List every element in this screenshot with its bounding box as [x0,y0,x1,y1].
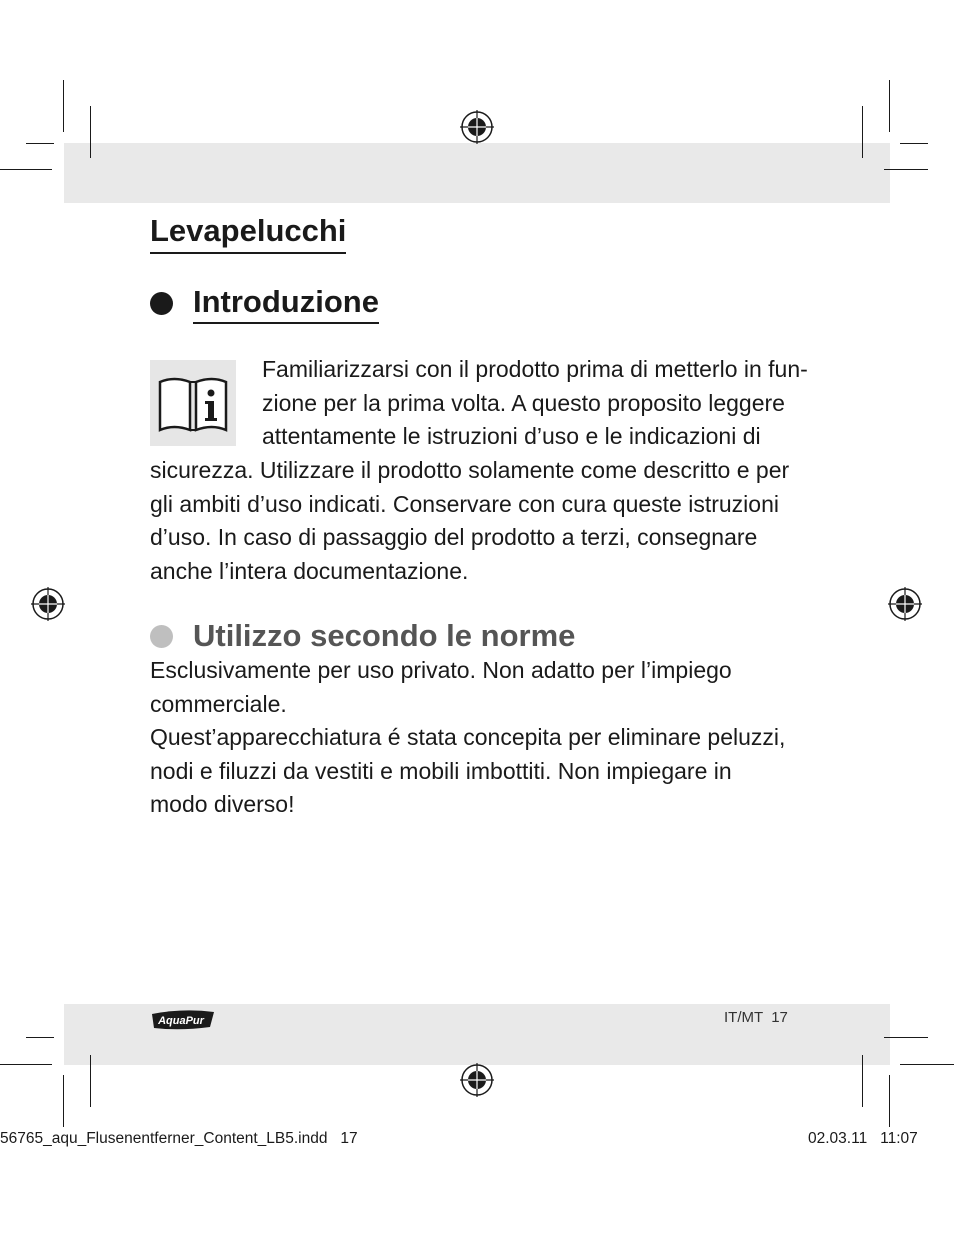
text-line: Quest’apparecchiatura é stata concepita per eliminare peluzzi, [150,724,786,750]
intro-paragraph-full [150,454,830,588]
page-number: IT/MT 17 [724,1009,788,1026]
text-line: commerciale. [150,690,287,717]
registration-mark-icon [31,587,65,621]
text-line: attentamente le istruzioni d’uso e le indicazioni di [262,423,761,449]
page-title: Levapelucchi [150,212,346,254]
section-heading-introduzione [150,283,379,324]
text-line: Esclusivamente per uso privato. Non adatto per l’impiego [150,657,732,683]
slug-datetime: 02.03.11 11:07 [808,1130,918,1147]
bullet-icon [150,625,173,648]
text-line: sicurezza. Utilizzare il prodotto solamente come descritto e per [150,457,790,483]
slug-filename: 56765_aqu_Flusenentferner_Content_LB5.indd 17 [0,1130,358,1147]
text-line: d’uso. In caso di passaggio del prodotto a terzi, consegnare [150,524,758,550]
text-line: zione per la prima volta. A questo proposito leggere [262,389,785,416]
text-line: gli ambiti d’uso indicati. Conservare con cura queste istruzioni [150,490,779,517]
bullet-icon [150,292,173,315]
section-heading-utilizzo [150,617,575,656]
manual-info-icon [150,360,236,446]
section-heading-text: Utilizzo secondo le norme [193,618,576,653]
text-line: Familiarizzarsi con il prodotto prima di metterlo in fun- [262,356,808,382]
text-line: anche l’intera documentazione. [150,557,469,584]
aquapur-logo [150,1008,216,1037]
section-heading-text: Introduzione [193,283,379,324]
text-line: modo diverso! [150,791,295,817]
registration-mark-icon [888,587,922,621]
registration-mark-icon [460,1063,494,1097]
header-band [64,143,890,203]
text-line: nodi e filuzzi da vestiti e mobili imbottiti. Non impiegare in [150,757,732,784]
usage-paragraph [150,654,830,822]
svg-text:AquaPur: AquaPur [158,1015,204,1027]
registration-mark-icon [460,110,494,144]
intro-paragraph-indented [262,353,822,454]
